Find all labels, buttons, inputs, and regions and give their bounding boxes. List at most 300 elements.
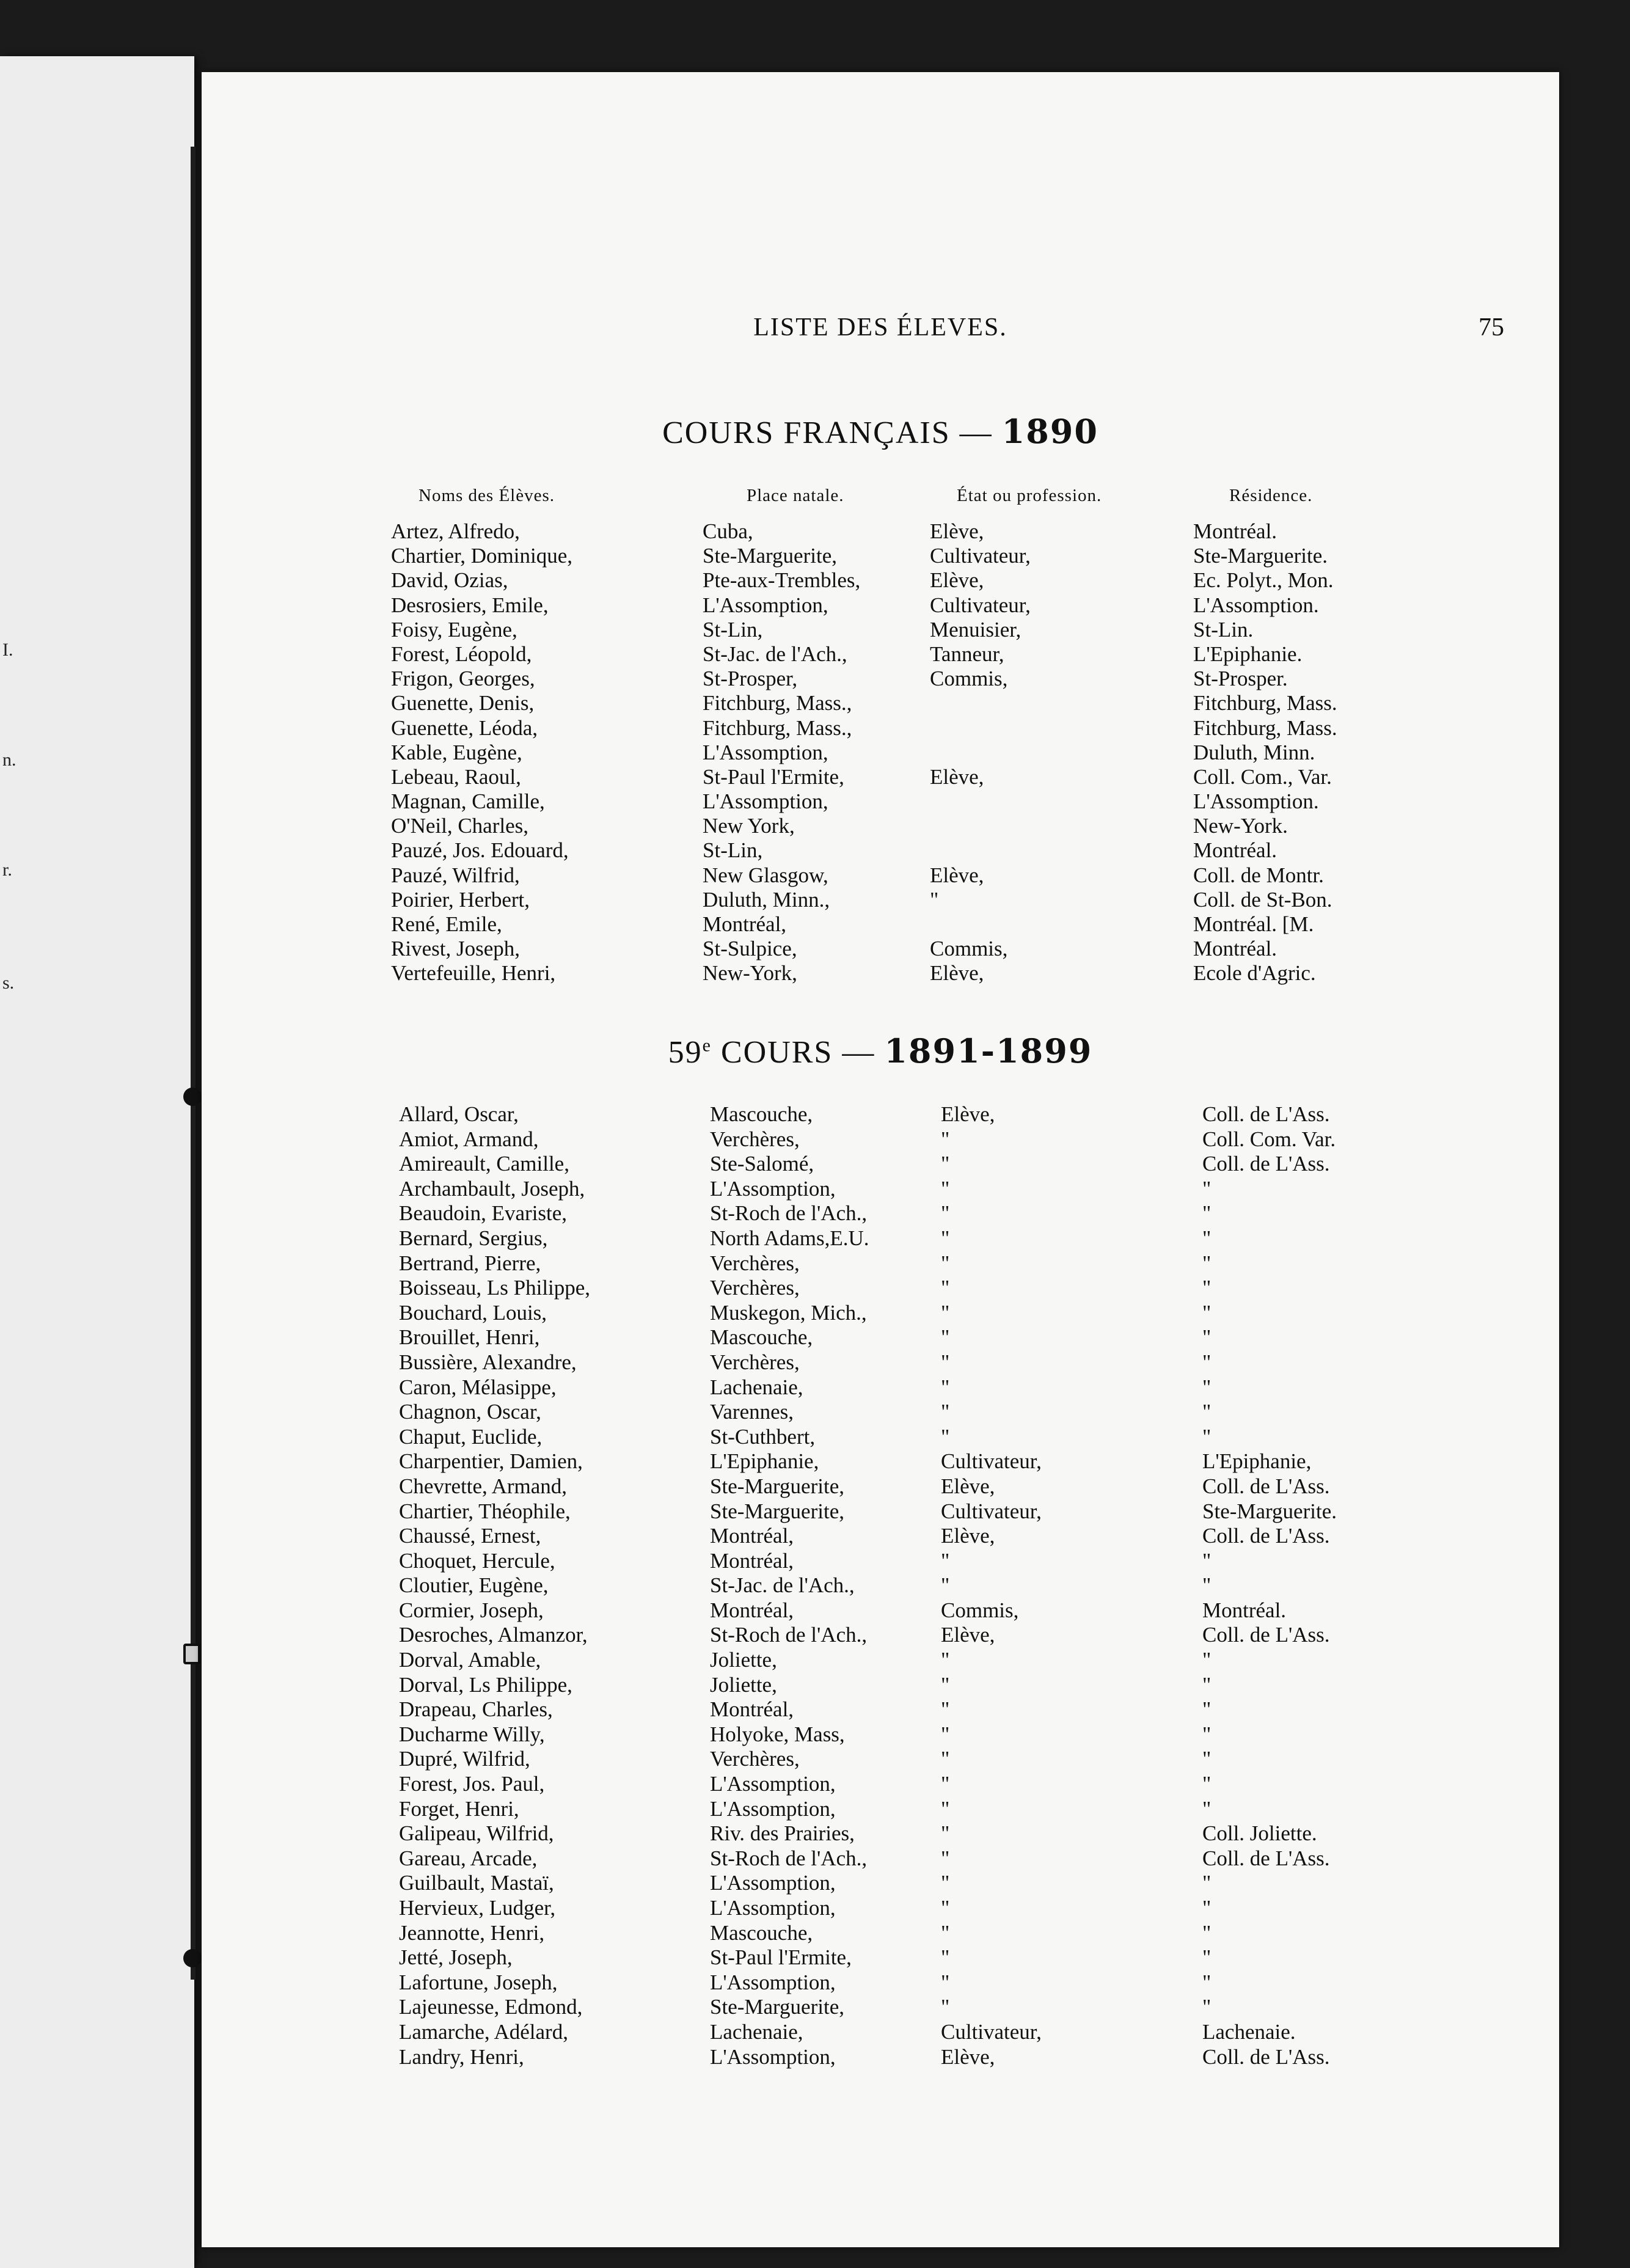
birthplace-cell: L'Assomption,: [710, 1176, 836, 1201]
table-row: [202, 1871, 1559, 1896]
status-cell: ": [941, 1945, 950, 1970]
status-cell: ": [941, 1896, 950, 1920]
status-cell: ": [941, 1648, 950, 1672]
status-cell: ": [941, 1722, 950, 1746]
status-cell: Cultivateur,: [930, 544, 1031, 568]
table-row: [202, 593, 1559, 618]
residence-cell: Montréal.: [1193, 937, 1277, 961]
binding-thread: [191, 147, 196, 1980]
student-name-cell: Lebeau, Raoul,: [391, 764, 521, 789]
residence-cell: ": [1202, 1176, 1212, 1201]
birthplace-cell: Lachenaie,: [710, 1375, 803, 1399]
status-cell: Elève,: [941, 1524, 995, 1548]
residence-cell: Ec. Polyt., Mon.: [1193, 568, 1334, 593]
table-row: [202, 1598, 1559, 1623]
status-cell: ": [941, 1871, 950, 1895]
birthplace-cell: Montréal,: [703, 912, 787, 936]
birthplace-cell: Joliette,: [710, 1672, 777, 1697]
status-cell: ": [941, 1573, 950, 1598]
birthplace-cell: St-Paul l'Ermite,: [710, 1945, 852, 1970]
status-cell: ": [941, 1201, 950, 1226]
birthplace-cell: New York,: [703, 814, 795, 838]
birthplace-cell: L'Assomption,: [710, 1871, 836, 1895]
birthplace-cell: Riv. des Prairies,: [710, 1821, 855, 1846]
birthplace-cell: St-Jac. de l'Ach.,: [710, 1573, 855, 1598]
table-row: [202, 1797, 1559, 1822]
residence-cell: ": [1202, 1648, 1212, 1672]
student-name-cell: Chaussé, Ernest,: [399, 1524, 541, 1548]
table-row: [202, 1350, 1559, 1375]
status-cell: ": [941, 1995, 950, 2019]
table-row: [202, 618, 1559, 642]
student-name-cell: Rivest, Joseph,: [391, 937, 520, 961]
section-heading-59e-cours: [202, 1031, 1559, 1070]
student-name-cell: Allard, Oscar,: [399, 1102, 519, 1126]
residence-cell: Coll. de L'Ass.: [1202, 1623, 1330, 1647]
student-name-cell: Bertrand, Pierre,: [399, 1251, 541, 1275]
birthplace-cell: Montréal,: [710, 1524, 794, 1548]
student-name-cell: Dorval, Ls Philippe,: [399, 1672, 572, 1697]
student-name-cell: Guenette, Denis,: [391, 691, 535, 715]
student-name-cell: Ducharme Willy,: [399, 1722, 545, 1746]
birthplace-cell: Cuba,: [703, 519, 753, 543]
birthplace-cell: New Glasgow,: [703, 863, 828, 887]
student-name-cell: Charpentier, Damien,: [399, 1449, 583, 1474]
birthplace-cell: St-Paul l'Ermite,: [703, 764, 844, 789]
residence-cell: Coll. de L'Ass.: [1202, 1474, 1330, 1498]
status-cell: Cultivateur,: [941, 1499, 1042, 1523]
table-row: [202, 789, 1559, 814]
student-name-cell: Amireault, Camille,: [399, 1152, 569, 1176]
left-page-mark: I.: [2, 640, 13, 660]
residence-cell: ": [1202, 1424, 1212, 1449]
birthplace-cell: St-Roch de l'Ach.,: [710, 1846, 868, 1870]
residence-cell: L'Epiphanie.: [1193, 642, 1303, 666]
residence-cell: Fitchburg, Mass.: [1193, 691, 1337, 715]
section-title: COURS FRANÇAIS —: [662, 415, 993, 450]
residence-cell: ": [1202, 1747, 1212, 1771]
status-cell: Elève,: [930, 764, 984, 789]
student-list-59e-cours: [202, 1102, 1559, 2069]
birthplace-cell: Mascouche,: [710, 1325, 813, 1350]
birthplace-cell: St-Roch de l'Ach.,: [710, 1201, 868, 1226]
birthplace-cell: L'Assomption,: [710, 1796, 836, 1821]
status-cell: ": [941, 1276, 950, 1300]
table-row: [202, 667, 1559, 691]
birthplace-cell: L'Assomption,: [710, 1970, 836, 1994]
birthplace-cell: Varennes,: [710, 1400, 794, 1424]
residence-cell: ": [1202, 1400, 1212, 1424]
birthplace-cell: Ste-Marguerite,: [710, 1499, 844, 1523]
table-row: [202, 1226, 1559, 1251]
birthplace-cell: Ste-Marguerite,: [710, 1995, 844, 2019]
residence-cell: ": [1202, 1995, 1212, 2019]
table-row: [202, 1425, 1559, 1450]
status-cell: ": [941, 1226, 950, 1250]
student-name-cell: Lamarche, Adélard,: [399, 2019, 568, 2044]
birthplace-cell: Verchères,: [710, 1276, 800, 1300]
status-cell: ": [941, 1548, 950, 1573]
student-name-cell: Dorval, Amable,: [399, 1648, 541, 1672]
status-cell: Cultivateur,: [941, 1449, 1042, 1474]
binding-knot: [183, 1644, 200, 1664]
residence-cell: Montréal.: [1193, 519, 1277, 543]
birthplace-cell: Lachenaie,: [710, 2019, 803, 2044]
birthplace-cell: Verchères,: [710, 1350, 800, 1374]
status-cell: ": [941, 1350, 950, 1374]
table-row: [202, 1846, 1559, 1871]
residence-cell: Montréal. [M.: [1193, 912, 1314, 936]
student-name-cell: Drapeau, Charles,: [399, 1697, 553, 1722]
table-row: [202, 1722, 1559, 1747]
birthplace-cell: Montréal,: [710, 1697, 794, 1722]
birthplace-cell: Montréal,: [710, 1598, 794, 1622]
status-cell: ": [941, 1747, 950, 1771]
student-name-cell: Jetté, Joseph,: [399, 1945, 513, 1970]
residence-cell: Coll. de L'Ass.: [1202, 1152, 1330, 1176]
table-row: [202, 544, 1559, 568]
status-cell: ": [941, 1400, 950, 1424]
table-row: [202, 1921, 1559, 1946]
status-cell: ": [941, 1920, 950, 1945]
birthplace-cell: St-Cuthbert,: [710, 1424, 816, 1449]
birthplace-cell: L'Assomption,: [703, 789, 828, 814]
residence-cell: Coll. Com. Var.: [1202, 1127, 1336, 1151]
table-row: [202, 1673, 1559, 1698]
student-name-cell: Pauzé, Jos. Edouard,: [391, 838, 569, 863]
student-name-cell: Choquet, Hercule,: [399, 1548, 555, 1573]
student-name-cell: Caron, Mélasippe,: [399, 1375, 557, 1399]
student-name-cell: Cloutier, Eugène,: [399, 1573, 549, 1598]
document-page: [202, 72, 1559, 2247]
residence-cell: Montréal.: [1193, 838, 1277, 863]
left-page-mark: s.: [2, 973, 15, 993]
birthplace-cell: Ste-Marguerite,: [703, 544, 837, 568]
birthplace-cell: Montréal,: [710, 1548, 794, 1573]
birthplace-cell: Fitchburg, Mass.,: [703, 715, 852, 740]
table-row: [202, 1449, 1559, 1474]
status-cell: ": [941, 1152, 950, 1176]
residence-cell: L'Assomption.: [1193, 593, 1319, 617]
birthplace-cell: North Adams,E.U.: [710, 1226, 869, 1250]
status-cell: Elève,: [941, 1474, 995, 1498]
student-name-cell: Chartier, Théophile,: [399, 1499, 571, 1523]
status-cell: ": [941, 1300, 950, 1325]
table-row: [202, 1995, 1559, 2020]
student-name-cell: David, Ozias,: [391, 568, 508, 593]
residence-cell: Montréal.: [1202, 1598, 1287, 1622]
column-header-residence: Résidence.: [1229, 486, 1313, 505]
student-name-cell: Amiot, Armand,: [399, 1127, 539, 1151]
status-cell: ": [941, 1672, 950, 1697]
birthplace-cell: Verchères,: [710, 1127, 800, 1151]
residence-cell: Coll. de L'Ass.: [1202, 2044, 1330, 2069]
student-name-cell: Bernard, Sergius,: [399, 1226, 548, 1250]
residence-cell: ": [1202, 1300, 1212, 1325]
birthplace-cell: L'Assomption,: [703, 740, 828, 764]
table-row: [202, 1896, 1559, 1921]
table-row: [202, 838, 1559, 863]
table-row: [202, 912, 1559, 937]
status-cell: Elève,: [930, 519, 984, 543]
student-name-cell: Gareau, Arcade,: [399, 1846, 538, 1870]
residence-cell: Coll. de L'Ass.: [1202, 1524, 1330, 1548]
residence-cell: Ste-Marguerite.: [1202, 1499, 1337, 1523]
residence-cell: Coll. de Montr.: [1193, 863, 1324, 887]
student-name-cell: Kable, Eugène,: [391, 740, 522, 764]
status-cell: Elève,: [930, 863, 984, 887]
birthplace-cell: L'Assomption,: [710, 1772, 836, 1796]
table-row: [202, 863, 1559, 888]
table-row: [202, 642, 1559, 667]
table-row: [202, 1524, 1559, 1549]
residence-cell: ": [1202, 1325, 1212, 1350]
residence-cell: ": [1202, 1920, 1212, 1945]
table-row: [202, 1573, 1559, 1598]
status-cell: ": [941, 1821, 950, 1846]
residence-cell: Ste-Marguerite.: [1193, 544, 1328, 568]
table-row: [202, 1177, 1559, 1202]
residence-cell: Coll. Joliette.: [1202, 1821, 1317, 1846]
residence-cell: L'Epiphanie,: [1202, 1449, 1312, 1474]
residence-cell: ": [1202, 1945, 1212, 1970]
birthplace-cell: L'Assomption,: [710, 1896, 836, 1920]
residence-cell: St-Prosper.: [1193, 667, 1288, 691]
residence-cell: ": [1202, 1896, 1212, 1920]
student-name-cell: Forest, Léopold,: [391, 642, 532, 666]
student-name-cell: Lajeunesse, Edmond,: [399, 1995, 583, 2019]
status-cell: ": [941, 1772, 950, 1796]
birthplace-cell: Ste-Salomé,: [710, 1152, 814, 1176]
residence-cell: New-York.: [1193, 814, 1288, 838]
section-year: 1890: [1001, 412, 1098, 451]
birthplace-cell: St-Roch de l'Ach.,: [710, 1623, 868, 1647]
birthplace-cell: St-Jac. de l'Ach.,: [703, 642, 847, 666]
table-row: [202, 814, 1559, 838]
birthplace-cell: St-Lin,: [703, 617, 763, 642]
table-row: [202, 1499, 1559, 1524]
birthplace-cell: Mascouche,: [710, 1102, 813, 1126]
student-name-cell: Pauzé, Wilfrid,: [391, 863, 520, 887]
column-header-birthplace: Place natale.: [747, 486, 844, 505]
status-cell: Cultivateur,: [930, 593, 1031, 617]
residence-cell: ": [1202, 1772, 1212, 1796]
table-row: [202, 1400, 1559, 1425]
status-cell: ": [941, 1127, 950, 1151]
running-head: LISTE DES ÉLEVES.: [753, 313, 1007, 342]
student-list-1890: [202, 519, 1559, 986]
student-name-cell: Bussière, Alexandre,: [399, 1350, 577, 1374]
section-heading-1890: [202, 412, 1559, 451]
table-row: [202, 1251, 1559, 1276]
page-number: 75: [1478, 313, 1504, 342]
status-cell: Cultivateur,: [941, 2019, 1042, 2044]
student-name-cell: Bouchard, Louis,: [399, 1300, 547, 1325]
status-cell: Elève,: [941, 2044, 995, 2069]
table-row: [202, 1772, 1559, 1797]
status-cell: ": [930, 887, 939, 912]
student-name-cell: Frigon, Georges,: [391, 667, 535, 691]
section-prefix-sup: e: [702, 1035, 712, 1056]
student-name-cell: Dupré, Wilfrid,: [399, 1747, 530, 1771]
student-name-cell: Chartier, Dominique,: [391, 544, 573, 568]
residence-cell: Lachenaie.: [1202, 2019, 1296, 2044]
table-row: [202, 2020, 1559, 2045]
student-name-cell: Guenette, Léoda,: [391, 715, 538, 740]
residence-cell: Coll. Com., Var.: [1193, 764, 1332, 789]
student-name-cell: Cormier, Joseph,: [399, 1598, 544, 1622]
status-cell: Menuisier,: [930, 617, 1021, 642]
status-cell: Commis,: [941, 1598, 1019, 1622]
table-row: [202, 1648, 1559, 1673]
table-row: [202, 2045, 1559, 2070]
status-cell: ": [941, 1424, 950, 1449]
table-row: [202, 741, 1559, 765]
table-row: [202, 961, 1559, 986]
residence-cell: ": [1202, 1251, 1212, 1275]
status-cell: Elève,: [941, 1102, 995, 1126]
birthplace-cell: Joliette,: [710, 1648, 777, 1672]
status-cell: Elève,: [930, 961, 984, 986]
status-cell: ": [941, 1325, 950, 1350]
student-name-cell: Magnan, Camille,: [391, 789, 545, 814]
section-year: 1891-1899: [884, 1031, 1093, 1070]
status-cell: Tanneur,: [930, 642, 1004, 666]
birthplace-cell: Holyoke, Mass,: [710, 1722, 845, 1746]
table-row: [202, 765, 1559, 789]
status-cell: Elève,: [941, 1623, 995, 1647]
student-name-cell: Desroches, Almanzor,: [399, 1623, 588, 1647]
birthplace-cell: L'Assomption,: [703, 593, 828, 617]
birthplace-cell: New-York,: [703, 961, 797, 986]
table-row: [202, 519, 1559, 544]
table-row: [202, 1821, 1559, 1846]
column-header-status: État ou profession.: [957, 486, 1102, 505]
student-name-cell: O'Neil, Charles,: [391, 814, 529, 838]
birthplace-cell: Ste-Marguerite,: [710, 1474, 844, 1498]
table-row: [202, 1474, 1559, 1499]
student-name-cell: Chagnon, Oscar,: [399, 1400, 541, 1424]
student-name-cell: Desrosiers, Emile,: [391, 593, 549, 617]
student-name-cell: Forest, Jos. Paul,: [399, 1772, 545, 1796]
table-row: [202, 1102, 1559, 1127]
status-cell: ": [941, 1970, 950, 1994]
student-name-cell: Vertefeuille, Henri,: [391, 961, 556, 986]
table-row: [202, 1747, 1559, 1772]
student-name-cell: Forget, Henri,: [399, 1796, 519, 1821]
birthplace-cell: Muskegon, Mich.,: [710, 1300, 867, 1325]
birthplace-cell: Verchères,: [710, 1747, 800, 1771]
binding-knot: [183, 1949, 202, 1967]
residence-cell: ": [1202, 1276, 1212, 1300]
student-name-cell: Poirier, Herbert,: [391, 887, 530, 912]
student-name-cell: Boisseau, Ls Philippe,: [399, 1276, 591, 1300]
residence-cell: ": [1202, 1722, 1212, 1746]
birthplace-cell: St-Lin,: [703, 838, 763, 863]
table-row: [202, 691, 1559, 715]
table-row: [202, 1623, 1559, 1648]
residence-cell: ": [1202, 1375, 1212, 1399]
birthplace-cell: Duluth, Minn.,: [703, 887, 830, 912]
status-cell: ": [941, 1697, 950, 1722]
column-header-name: Noms des Élèves.: [418, 486, 555, 505]
residence-cell: ": [1202, 1970, 1212, 1994]
birthplace-cell: L'Assomption,: [710, 2044, 836, 2069]
table-row: [202, 1301, 1559, 1326]
residence-cell: ": [1202, 1573, 1212, 1598]
residence-cell: Ecole d'Agric.: [1193, 961, 1316, 986]
table-row: [202, 716, 1559, 741]
birthplace-cell: Fitchburg, Mass.,: [703, 691, 852, 715]
student-name-cell: Guilbault, Mastaï,: [399, 1871, 554, 1895]
residence-cell: ": [1202, 1871, 1212, 1895]
table-row: [202, 1945, 1559, 1970]
status-cell: Commis,: [930, 667, 1008, 691]
residence-cell: ": [1202, 1697, 1212, 1722]
birthplace-cell: St-Prosper,: [703, 667, 798, 691]
residence-cell: ": [1202, 1201, 1212, 1226]
table-row: [202, 1152, 1559, 1177]
birthplace-cell: Verchères,: [710, 1251, 800, 1275]
residence-cell: Fitchburg, Mass.: [1193, 715, 1337, 740]
previous-page-edge: [0, 56, 194, 2268]
section-title: COURS —: [720, 1035, 875, 1070]
student-name-cell: René, Emile,: [391, 912, 502, 936]
status-cell: ": [941, 1846, 950, 1870]
student-name-cell: Artez, Alfredo,: [391, 519, 520, 543]
student-name-cell: Jeannotte, Henri,: [399, 1920, 545, 1945]
status-cell: Commis,: [930, 937, 1008, 961]
residence-cell: ": [1202, 1672, 1212, 1697]
table-row: [202, 888, 1559, 912]
table-row: [202, 1375, 1559, 1400]
status-cell: ": [941, 1796, 950, 1821]
student-name-cell: Hervieux, Ludger,: [399, 1896, 556, 1920]
residence-cell: St-Lin.: [1193, 617, 1254, 642]
student-name-cell: Galipeau, Wilfrid,: [399, 1821, 554, 1846]
status-cell: Elève,: [930, 568, 984, 593]
table-row: [202, 937, 1559, 961]
student-name-cell: Brouillet, Henri,: [399, 1325, 540, 1350]
table-row: [202, 1325, 1559, 1350]
section-prefix: 59: [668, 1035, 703, 1070]
residence-cell: ": [1202, 1226, 1212, 1250]
table-row: [202, 1276, 1559, 1301]
student-name-cell: Chaput, Euclide,: [399, 1424, 543, 1449]
table-row: [202, 568, 1559, 593]
student-name-cell: Lafortune, Joseph,: [399, 1970, 558, 1994]
status-cell: ": [941, 1251, 950, 1275]
birthplace-cell: L'Epiphanie,: [710, 1449, 819, 1474]
residence-cell: Duluth, Minn.: [1193, 740, 1315, 764]
residence-cell: L'Assomption.: [1193, 789, 1319, 814]
residence-cell: ": [1202, 1350, 1212, 1374]
student-name-cell: Landry, Henri,: [399, 2044, 524, 2069]
birthplace-cell: Pte-aux-Trembles,: [703, 568, 861, 593]
student-name-cell: Beaudoin, Evariste,: [399, 1201, 568, 1226]
student-name-cell: Archambault, Joseph,: [399, 1176, 585, 1201]
table-row: [202, 1970, 1559, 1995]
residence-cell: Coll. de St-Bon.: [1193, 887, 1332, 912]
student-name-cell: Foisy, Eugène,: [391, 617, 517, 642]
table-row: [202, 1549, 1559, 1574]
table-row: [202, 1201, 1559, 1226]
table-row: [202, 1697, 1559, 1722]
residence-cell: Coll. de L'Ass.: [1202, 1846, 1330, 1870]
status-cell: ": [941, 1176, 950, 1201]
birthplace-cell: St-Sulpice,: [703, 937, 797, 961]
residence-cell: ": [1202, 1548, 1212, 1573]
